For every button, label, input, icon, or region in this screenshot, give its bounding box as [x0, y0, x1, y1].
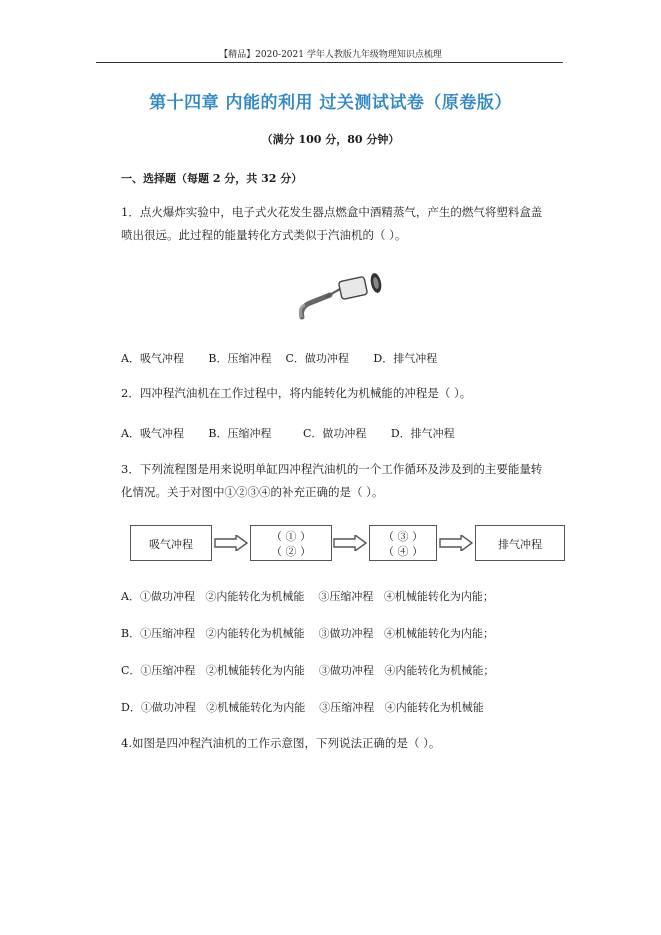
flow-box-exhaust-label: 排气冲程 [498, 538, 542, 551]
flow-box-intake [130, 525, 212, 561]
spark-device-icon [300, 289, 340, 317]
plastic-box-icon [338, 272, 383, 299]
question-1-text: 1．点火爆炸实验中，电子式火花发生器点燃盒中酒精蒸气，产生的燃气将塑料盒盖喷出很远。此过程的能量转化方式类似于汽油机的（ ）。 [121, 205, 543, 242]
engine-flow-diagram [130, 521, 566, 567]
question-3-option-a: A．①做功冲程 ②内能转化为机械能 ③压缩冲程 ④机械能转化为内能； [121, 590, 494, 603]
header-rule [96, 62, 563, 63]
flow-box-2-line2: （ ② ） [271, 545, 311, 558]
flow-arrow-icon [439, 535, 473, 551]
question-4-text: 4.如图是四冲程汽油机的工作示意图，下列说法正确的是（ ）。 [121, 736, 441, 750]
question-2-options: A．吸气冲程 B．压缩冲程 C．做功冲程 D．排气冲程 [121, 427, 455, 440]
question-3-option-b: B．①压缩冲程 ②内能转化为机械能 ③做功冲程 ④机械能转化为内能； [121, 627, 495, 640]
flow-box-3-line1: （ ③ ） [383, 530, 423, 543]
question-2-text: 2．四冲程汽油机在工作过程中，将内能转化为机械能的冲程是（ ）。 [121, 386, 472, 400]
question-3-option-d: D．①做功冲程 ②机械能转化为内能 ③压缩冲程 ④内能转化为机械能 [121, 701, 484, 714]
flow-arrow-icon [333, 535, 367, 551]
section-heading: 一、选择题（每题 2 分，共 32 分） [121, 172, 303, 185]
question-3-option-c: C．①压缩冲程 ②机械能转化为内能 ③做功冲程 ④内能转化为机械能； [121, 664, 495, 677]
flow-box-2-line1: （ ① ） [271, 530, 311, 543]
page-header: 【精品】2020-2021 学年人教版九年级物理知识点梳理 [219, 50, 442, 60]
flow-box-2 [250, 525, 332, 561]
flow-arrow-icon [214, 535, 248, 551]
flow-box-intake-label: 吸气冲程 [149, 538, 193, 551]
flow-box-3 [369, 525, 437, 561]
spark-generator-illustration [296, 267, 388, 325]
flow-box-3-line2: （ ④ ） [383, 545, 423, 558]
flow-box-exhaust [475, 525, 565, 561]
page-subtitle: （满分 100 分，80 分钟） [261, 133, 400, 146]
question-1-options: A．吸气冲程 B．压缩冲程 C．做功冲程 D．排气冲程 [121, 352, 438, 365]
question-3-text: 3．下列流程图是用来说明单缸四冲程汽油机的一个工作循环及涉及到的主要能量转化情况。关于对图中①②③④的补充正确的是（ ）。 [121, 462, 543, 499]
page-title: 第十四章 内能的利用 过关测试试卷（原卷版） [149, 93, 512, 113]
